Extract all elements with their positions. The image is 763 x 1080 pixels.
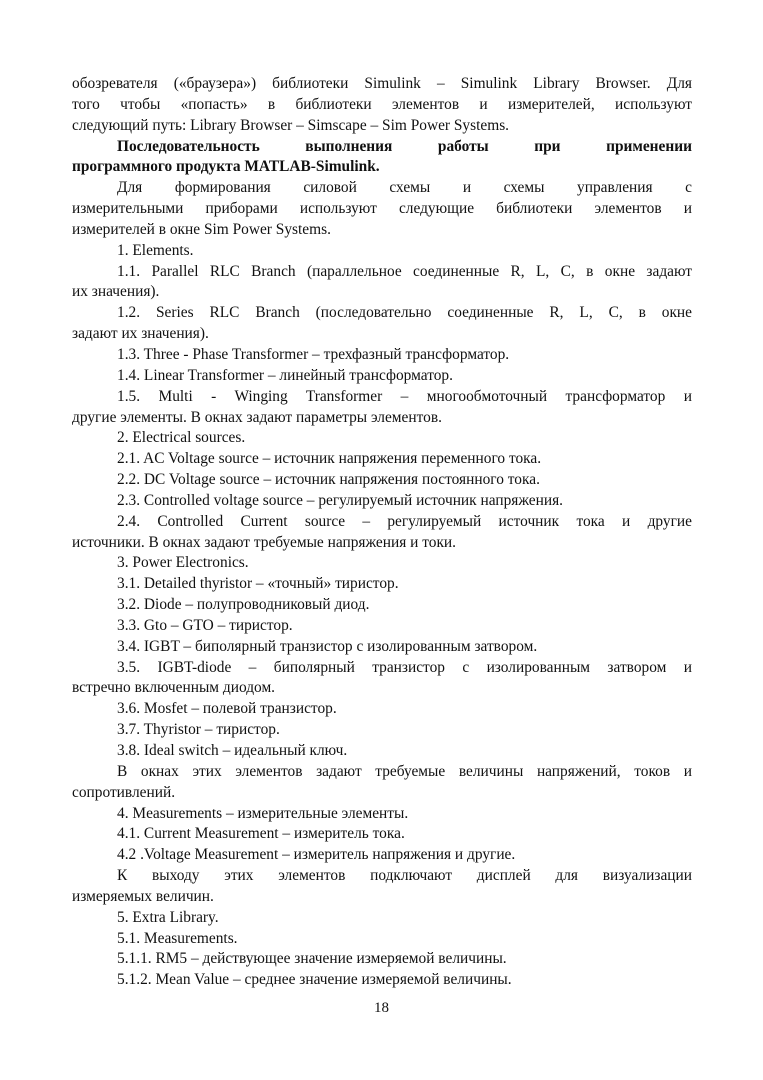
list-item: 4.1. Current Measurement – измеритель тока. — [117, 825, 405, 843]
list-item: 3. Power Electronics. — [117, 554, 249, 572]
list-item: 2. Electrical sources. — [117, 429, 246, 447]
section-heading: программного продукта MATLAB-Simulink. — [72, 158, 380, 176]
text-line: Для формирования силовой схемы и схемы управления с — [117, 179, 692, 197]
list-item: 1.4. Linear Transformer – линейный трансформатор. — [117, 366, 453, 384]
text-line: обозревателя («браузера») библиотеки Simulink – Simulink Library Browser. Для — [72, 75, 692, 92]
text-line: другие элементы. В окнах задают параметры элементов. — [72, 408, 442, 426]
list-item: 1. Elements. — [117, 241, 194, 259]
list-item: 5. Extra Library. — [117, 908, 219, 926]
text-line: встречно включенным диодом. — [72, 679, 276, 697]
list-item: 5.1.2. Mean Value – среднее значение измеряемой величины. — [117, 971, 512, 989]
list-item: 3.8. Ideal switch – идеальный ключ. — [117, 742, 348, 759]
list-item: 4.2 .Voltage Measurement – измеритель напряжения и другие. — [117, 846, 516, 864]
list-item: 3.5. IGBT-diode – биполярный транзистор с изолированным затвором и — [117, 658, 692, 676]
list-item: 3.4. IGBT – биполярный транзистор с изолированным затвором. — [117, 637, 538, 655]
text-line: задают их значения). — [72, 325, 209, 343]
document-page — [72, 74, 692, 991]
text-line: сопротивлений. — [72, 783, 176, 801]
list-item: 1.5. Multi - Winging Transformer – многообмоточный трансформатор и — [117, 387, 692, 405]
text-line: К выходу этих элементов подключают дисплей для визуализации — [117, 867, 692, 885]
list-item: 3.6. Mosfet – полевой транзистор. — [117, 700, 337, 718]
page-number: 18 — [374, 1000, 389, 1016]
text-line: В окнах этих элементов задают требуемые величины напряжений, токов и — [117, 762, 692, 780]
list-item: 3.3. Gto – GTO – тиристор. — [117, 616, 293, 634]
list-item: 3.2. Diode – полупроводниковый диод. — [117, 596, 370, 614]
list-item: 5.1.1. RM5 – действующее значение измеряемой величины. — [117, 950, 507, 968]
text-line: измеряемых величин. — [72, 887, 214, 905]
list-item: 3.7. Thyristor – тиристор. — [117, 721, 280, 739]
list-item: 3.1. Detailed thyristor – «точный» тиристор. — [117, 575, 399, 593]
text-line: источники. В окнах задают требуемые напряжения и токи. — [72, 533, 457, 551]
list-item: 1.1. Parallel RLC Branch (параллельное соединенные R, L, C, в окне задают — [117, 262, 692, 280]
text-line: измерителей в окне Sim Power Systems. — [72, 220, 331, 238]
list-item: 2.1. AC Voltage source – источник напряжения переменного тока. — [117, 450, 542, 468]
text-line: измерительными приборами используют следующие библиотеки элементов и — [72, 200, 692, 218]
list-item: 1.3. Three - Phase Transformer – трехфазный трансформатор. — [117, 345, 510, 363]
list-item: 2.4. Controlled Current source – регулируемый источник тока и другие — [117, 512, 692, 530]
text-line: того чтобы «попасть» в библиотеки элементов и измерителей, используют — [72, 95, 692, 113]
list-item: 2.2. DC Voltage source – источник напряжения постоянного тока. — [117, 471, 540, 489]
list-item: 1.2. Series RLC Branch (последовательно соединенные R, L, C, в окне — [117, 304, 692, 322]
text-line: следующий путь: Library Browser – Simscape – Sim Power Systems. — [72, 116, 510, 134]
section-heading: Последовательность выполнения работы при применении — [117, 137, 692, 155]
list-item: 4. Measurements – измерительные элементы. — [117, 804, 409, 822]
list-item: 2.3. Controlled voltage source – регулируемый источник напряжения. — [117, 491, 564, 509]
text-line: их значения). — [72, 283, 160, 301]
list-item: 5.1. Measurements. — [117, 929, 238, 947]
